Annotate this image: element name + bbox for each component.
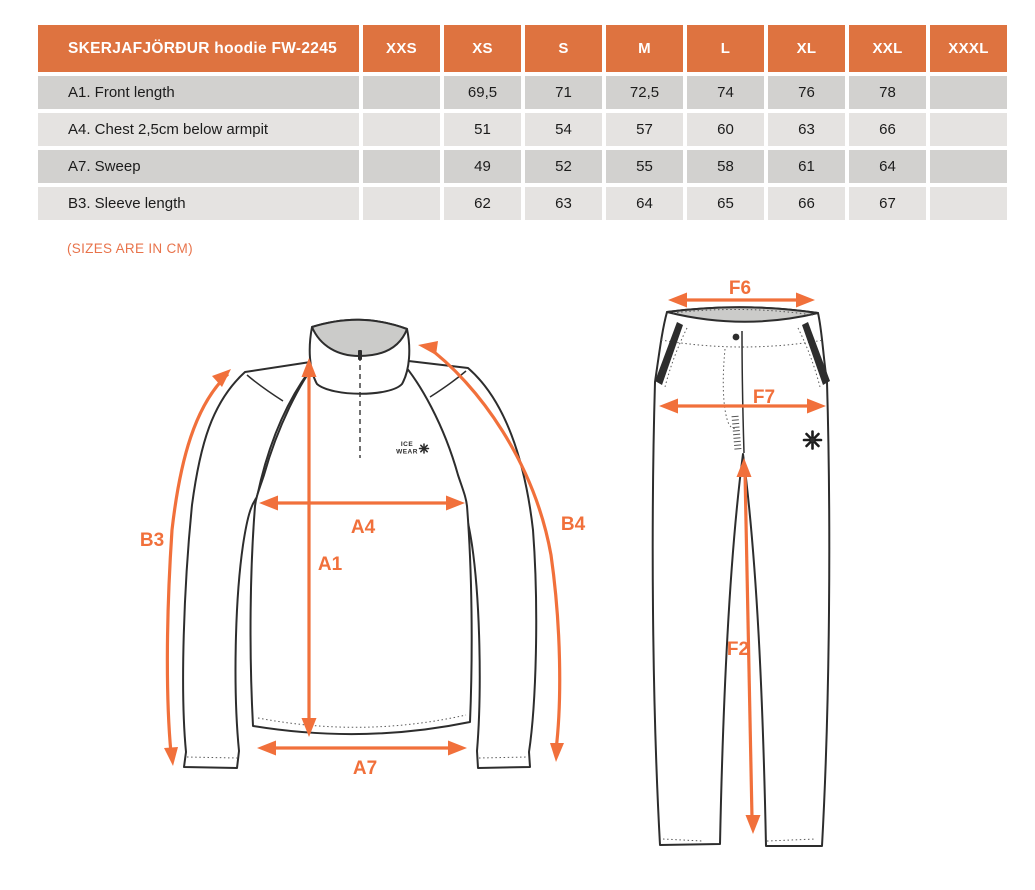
measurement-cell [363, 150, 440, 183]
header-row [38, 25, 1007, 72]
pants-diagram [653, 278, 830, 846]
table-row [38, 113, 1007, 146]
table-row [38, 150, 1007, 183]
size-header-s: S [525, 25, 602, 72]
b3-label: B3 [139, 530, 165, 551]
logo-snowflake-icon [420, 444, 429, 453]
a7-label: A7 [352, 758, 378, 779]
size-header-m: M [606, 25, 683, 72]
waist-button [733, 334, 740, 341]
logo-text-ice: ICE [400, 441, 414, 448]
measurement-cell: 64 [606, 187, 683, 220]
f7-label: F7 [752, 387, 776, 408]
zipper-pull [358, 350, 362, 360]
measurement-cell: 52 [525, 150, 602, 183]
measurement-cell: 63 [525, 187, 602, 220]
measurement-cell [930, 150, 1007, 183]
measurement-cell [363, 76, 440, 109]
measurement-cell: 57 [606, 113, 683, 146]
size-table [34, 21, 1011, 224]
measurement-cell [930, 76, 1007, 109]
measurement-cell [363, 113, 440, 146]
measurement-label: A7. Sweep [38, 150, 359, 183]
size-header-l: L [687, 25, 764, 72]
measurement-cell: 54 [525, 113, 602, 146]
pants-snowflake-icon [804, 432, 821, 449]
measurement-cell: 64 [849, 150, 926, 183]
hoodie-diagram [140, 320, 586, 779]
measurement-cell: 67 [849, 187, 926, 220]
measurement-label: A1. Front length [38, 76, 359, 109]
sizes-in-cm-note: (SIZES ARE IN CM) [67, 241, 193, 256]
size-header-xl: XL [768, 25, 845, 72]
size-header-xxl: XXL [849, 25, 926, 72]
a4-label: A4 [350, 517, 376, 538]
measurement-cell: 69,5 [444, 76, 521, 109]
measurement-cell: 74 [687, 76, 764, 109]
measurement-cell: 65 [687, 187, 764, 220]
measurement-cell: 78 [849, 76, 926, 109]
table-row [38, 76, 1007, 109]
measurement-cell: 58 [687, 150, 764, 183]
size-header-xs: XS [444, 25, 521, 72]
measurement-label: A4. Chest 2,5cm below armpit [38, 113, 359, 146]
measurement-cell: 62 [444, 187, 521, 220]
measurement-cell: 71 [525, 76, 602, 109]
product-title-cell: SKERJAFJÖRÐUR hoodie FW-2245 [38, 25, 359, 72]
measurement-cell: 61 [768, 150, 845, 183]
measurement-cell: 55 [606, 150, 683, 183]
measurement-cell: 72,5 [606, 76, 683, 109]
measurement-label: B3. Sleeve length [38, 187, 359, 220]
measurement-cell [930, 187, 1007, 220]
size-header-xxs: XXS [363, 25, 440, 72]
table-row [38, 187, 1007, 220]
measurement-cell: 66 [768, 187, 845, 220]
measurement-cell: 60 [687, 113, 764, 146]
measurement-cell: 66 [849, 113, 926, 146]
measurement-cell: 76 [768, 76, 845, 109]
measurement-cell [930, 113, 1007, 146]
measurement-cell [363, 187, 440, 220]
f6-label: F6 [728, 278, 752, 299]
a1-label: A1 [317, 554, 343, 575]
measurement-cell: 51 [444, 113, 521, 146]
f2-label: F2 [726, 639, 750, 660]
size-header-xxxl: XXXL [930, 25, 1007, 72]
measurement-cell: 49 [444, 150, 521, 183]
garment-diagrams [0, 270, 1035, 890]
measurement-cell: 63 [768, 113, 845, 146]
pants-silhouette [653, 307, 830, 846]
b4-label: B4 [560, 514, 586, 535]
logo-text-wear: WEAR [396, 448, 418, 456]
